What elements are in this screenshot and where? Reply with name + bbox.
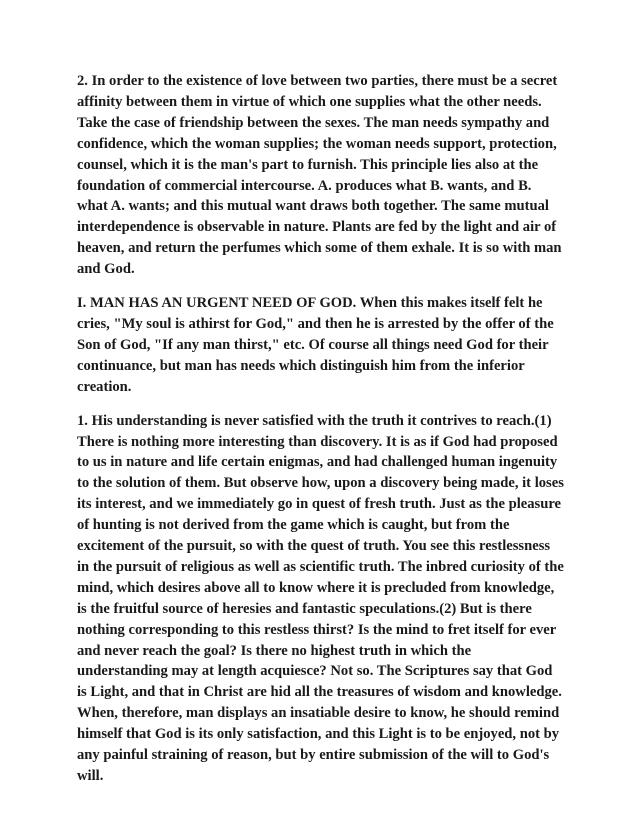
text-line: There is nothing more interesting than discovery. It is as if God had proposed xyxy=(77,433,558,450)
paragraph-urgent-need-of-god xyxy=(77,293,577,398)
text-line: and never reach the goal? Is there no highest truth in which the xyxy=(77,642,472,659)
text-line: affinity between them in virtue of which one supplies what the other needs. xyxy=(77,93,542,110)
text-line: to the solution of them. But observe how, upon a discovery being made, it loses xyxy=(77,475,564,492)
text-line: interdependence is observable in nature. Plants are fed by the light and air of xyxy=(77,219,557,236)
paragraph-love-between-parties xyxy=(77,71,577,280)
text-line: of hunting is not derived from the game which is caught, but from the xyxy=(77,517,510,534)
text-line: counsel, which it is the man's part to furnish. This principle lies also at the xyxy=(77,156,539,173)
text-line: Take the case of friendship between the sexes. The man needs sympathy and xyxy=(77,114,550,131)
text-line: is Light, and that in Christ are hid all the treasures of wisdom and knowledge. xyxy=(77,684,562,701)
text-line: continuance, but man has needs which distinguish him from the inferior xyxy=(77,357,525,374)
document-page xyxy=(77,71,577,800)
text-line: foundation of commercial intercourse. A. produces what B. wants, and B. xyxy=(77,177,532,194)
text-line: mind, which desires above all to know where it is precluded from knowledge, xyxy=(77,579,555,596)
text-line: heaven, and return the perfumes which some of them exhale. It is so with man xyxy=(77,240,562,257)
text-line: 2. In order to the existence of love between two parties, there must be a secret xyxy=(77,73,558,89)
text-line: understanding may at length acquiesce? Not so. The Scriptures say that God xyxy=(77,663,553,680)
text-line: I. MAN HAS AN URGENT NEED OF GOD. When this makes itself felt he xyxy=(77,295,543,312)
text-line: creation. xyxy=(77,378,132,395)
text-line: to us in nature and life certain enigmas, and had challenged human ingenuity xyxy=(77,454,558,471)
text-line: excitement of the pursuit, so with the quest of truth. You see this restlessness xyxy=(77,538,551,555)
text-line: is the fruitful source of heresies and fantastic speculations.(2) But is there xyxy=(77,600,532,617)
text-line: nothing corresponding to this restless thirst? Is the mind to fret itself for ever xyxy=(77,621,557,638)
text-line: 1. His understanding is never satisfied with the truth it contrives to reach.(1) xyxy=(77,412,552,429)
text-line: When, therefore, man displays an insatiable desire to know, he should remind xyxy=(77,705,560,722)
text-line: himself that God is its only satisfaction, and this Light is to be enjoyed, not by xyxy=(77,726,560,743)
text-line: what A. wants; and this mutual want draws both together. The same mutual xyxy=(77,198,549,215)
text-line: will. xyxy=(77,768,104,784)
text-line: its interest, and we immediately go in quest of fresh truth. Just as the pleasure xyxy=(77,496,562,513)
text-line: confidence, which the woman supplies; the woman needs support, protection, xyxy=(77,135,557,152)
text-line: and God. xyxy=(77,261,135,278)
text-line: cries, "My soul is athirst for God," and then he is arrested by the offer of the xyxy=(77,315,554,332)
text-line: in the pursuit of religious as well as scientific truth. The inbred curiosity of the xyxy=(77,558,564,575)
text-line: Son of God, "If any man thirst," etc. Of course all things need God for their xyxy=(77,336,549,353)
paragraph-understanding-never-satisfied xyxy=(77,411,577,787)
text-line: any painful straining of reason, but by entire submission of the will to God's xyxy=(77,747,550,764)
